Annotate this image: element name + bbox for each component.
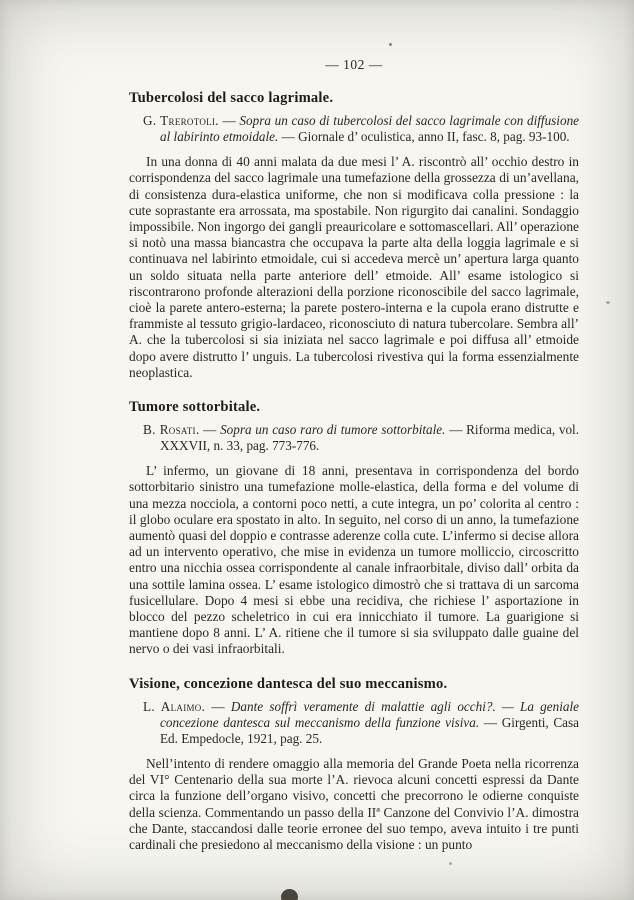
citation-source: Girgenti, Casa Ed. Empedocle, 1921, pag. 25. — [160, 714, 580, 746]
citation-dash: — — [278, 129, 299, 145]
citation-dash: — — [199, 422, 221, 438]
citation-dash: — — [445, 422, 467, 438]
citation — [129, 699, 579, 747]
citation-dash: — — [218, 113, 240, 128]
scan-speck — [389, 43, 392, 46]
citation-dash: — — [205, 698, 231, 714]
citation-dash: — — [479, 714, 502, 730]
citation-author: B. Rosati. — [143, 422, 200, 438]
citation — [129, 422, 579, 454]
page-number: — 102 — — [325, 57, 383, 72]
citation-author: L. Alaimo. — [143, 698, 206, 714]
citation — [129, 113, 579, 145]
page-content — [129, 57, 579, 871]
article-section-visione — [129, 676, 579, 854]
citation-author: G. Trerotoli. — [143, 113, 219, 128]
citation-source: Giornale d’ oculistica, anno II, fasc. 8, pag. 93-100. — [298, 129, 570, 145]
scan-speck — [606, 301, 610, 304]
section-heading: Tumore sottorbitale. — [129, 399, 261, 416]
scan-speck — [281, 889, 298, 900]
citation-title: Sopra un caso di tubercolosi del sacco lagrimale con diffusione al labirinto etmoidale. — [160, 113, 580, 145]
citation-title: Dante soffrì veramente di malattie agli occhi?. — La geniale concezione dantesca sul meccanismo della funzione visiva. — [160, 698, 579, 730]
section-heading: Visione, concezione dantesca del suo meccanismo. — [129, 675, 448, 692]
section-body: Nell’intento di rendere omaggio alla memoria del Grande Poeta nella ricorrenza del VI° Centenario della sua morte l’A. rievoca alcuni concetti espressi da Dante circa la funzione dell’organo visivo, concetti che precorrono le odierne conquiste della scienza. Commentando un passo della IIª Canzone del Convivio l’A. dimostra che Dante, staccandosi dalle teorie erronee del suo tempo, aveva intuito i tre punti cardinali che presiedono al meccanismo della visione : un punto — [129, 755, 579, 852]
section-heading: Tubercolosi del sacco lagrimale. — [129, 90, 334, 106]
citation-title: Sopra un caso raro di tumore sottorbitale. — [220, 422, 446, 438]
section-body: In una donna di 40 anni malata da due mesi l’ A. riscontrò all’ occhio destro in corrispondenza del sacco lagrimale una tumefazione della grossezza di un’avellana, di consistenza dura-elastica uniforme, che non si modificava colla pressione : la cute soprastante era arrossata, ma spostabile. Non rigurgito dai canalini. Sondaggio impossibile. Non ingorgo dei gangli preauricolare e sottomascellari. All’ operazione si notò una massa biancastra che occupava la parte alta della loggia lagrimale e si continuava nel labirinto etmoidale, cui si accedeva mercè un’ apertura larga quanto un soldo situata nella parte anteriore dell’ etmoide. All’ esame istologico si riscontrarono profonde alterazioni della porzione riconoscibile del sacco lagrimale, cioè la parete antero-esterna; la parete postero-interna e la cupola erano distrutte e frammiste al tessuto grigio-lardaceo, riconosciuto di natura tubercolare. Sembra all’ A. che la tubercolosi si sia iniziata nel sacco lagrimale e poi diffusa all’ etmoide dopo avere distrutto l’ unguis. La tubercolosi rivestiva qui la forma essenzialmente neoplastica. — [129, 154, 579, 380]
article-section-tumore — [129, 399, 579, 658]
section-body: L’ infermo, un giovane di 18 anni, presentava in corrispondenza del bordo sottorbitario sinistro una tumefazione molle-elastica, della forma e del volume di una mezza nocciola, a contorni poco netti, a cute integra, un po’ colorita al centro : il globo oculare era spostato in alto. In seguito, nel corso di un anno, la tumefazione aumentò quasi del doppio e contrasse aderenze colla cute. L’infermo si decise allora ad un intervento operativo, che mise in evidenza un tumore molliccio, circoscritto entro una nicchia ossea corrispondente al canale infraorbitale, diviso dall’ orbita da una sottile lamina ossea. L’ esame istologico dimostrò che si trattava di un sarcoma fusicellulare. Dopo 4 mesi si ebbe una recidiva, che richiese l’ asportazione in blocco del pezzo scheletrico in cui era innicchiato il tumore. La guarigione si mantiene dopo 8 anni. L’ A. ritiene che il tumore si sia sviluppato dalle guaine del nervo o dei vasi infraorbitali. — [129, 463, 579, 657]
article-section-tubercolosi — [129, 90, 579, 381]
scan-speck — [449, 862, 452, 865]
citation-source: Riforma medica, vol. XXXVII, n. 33, pag. 773-776. — [160, 422, 580, 454]
